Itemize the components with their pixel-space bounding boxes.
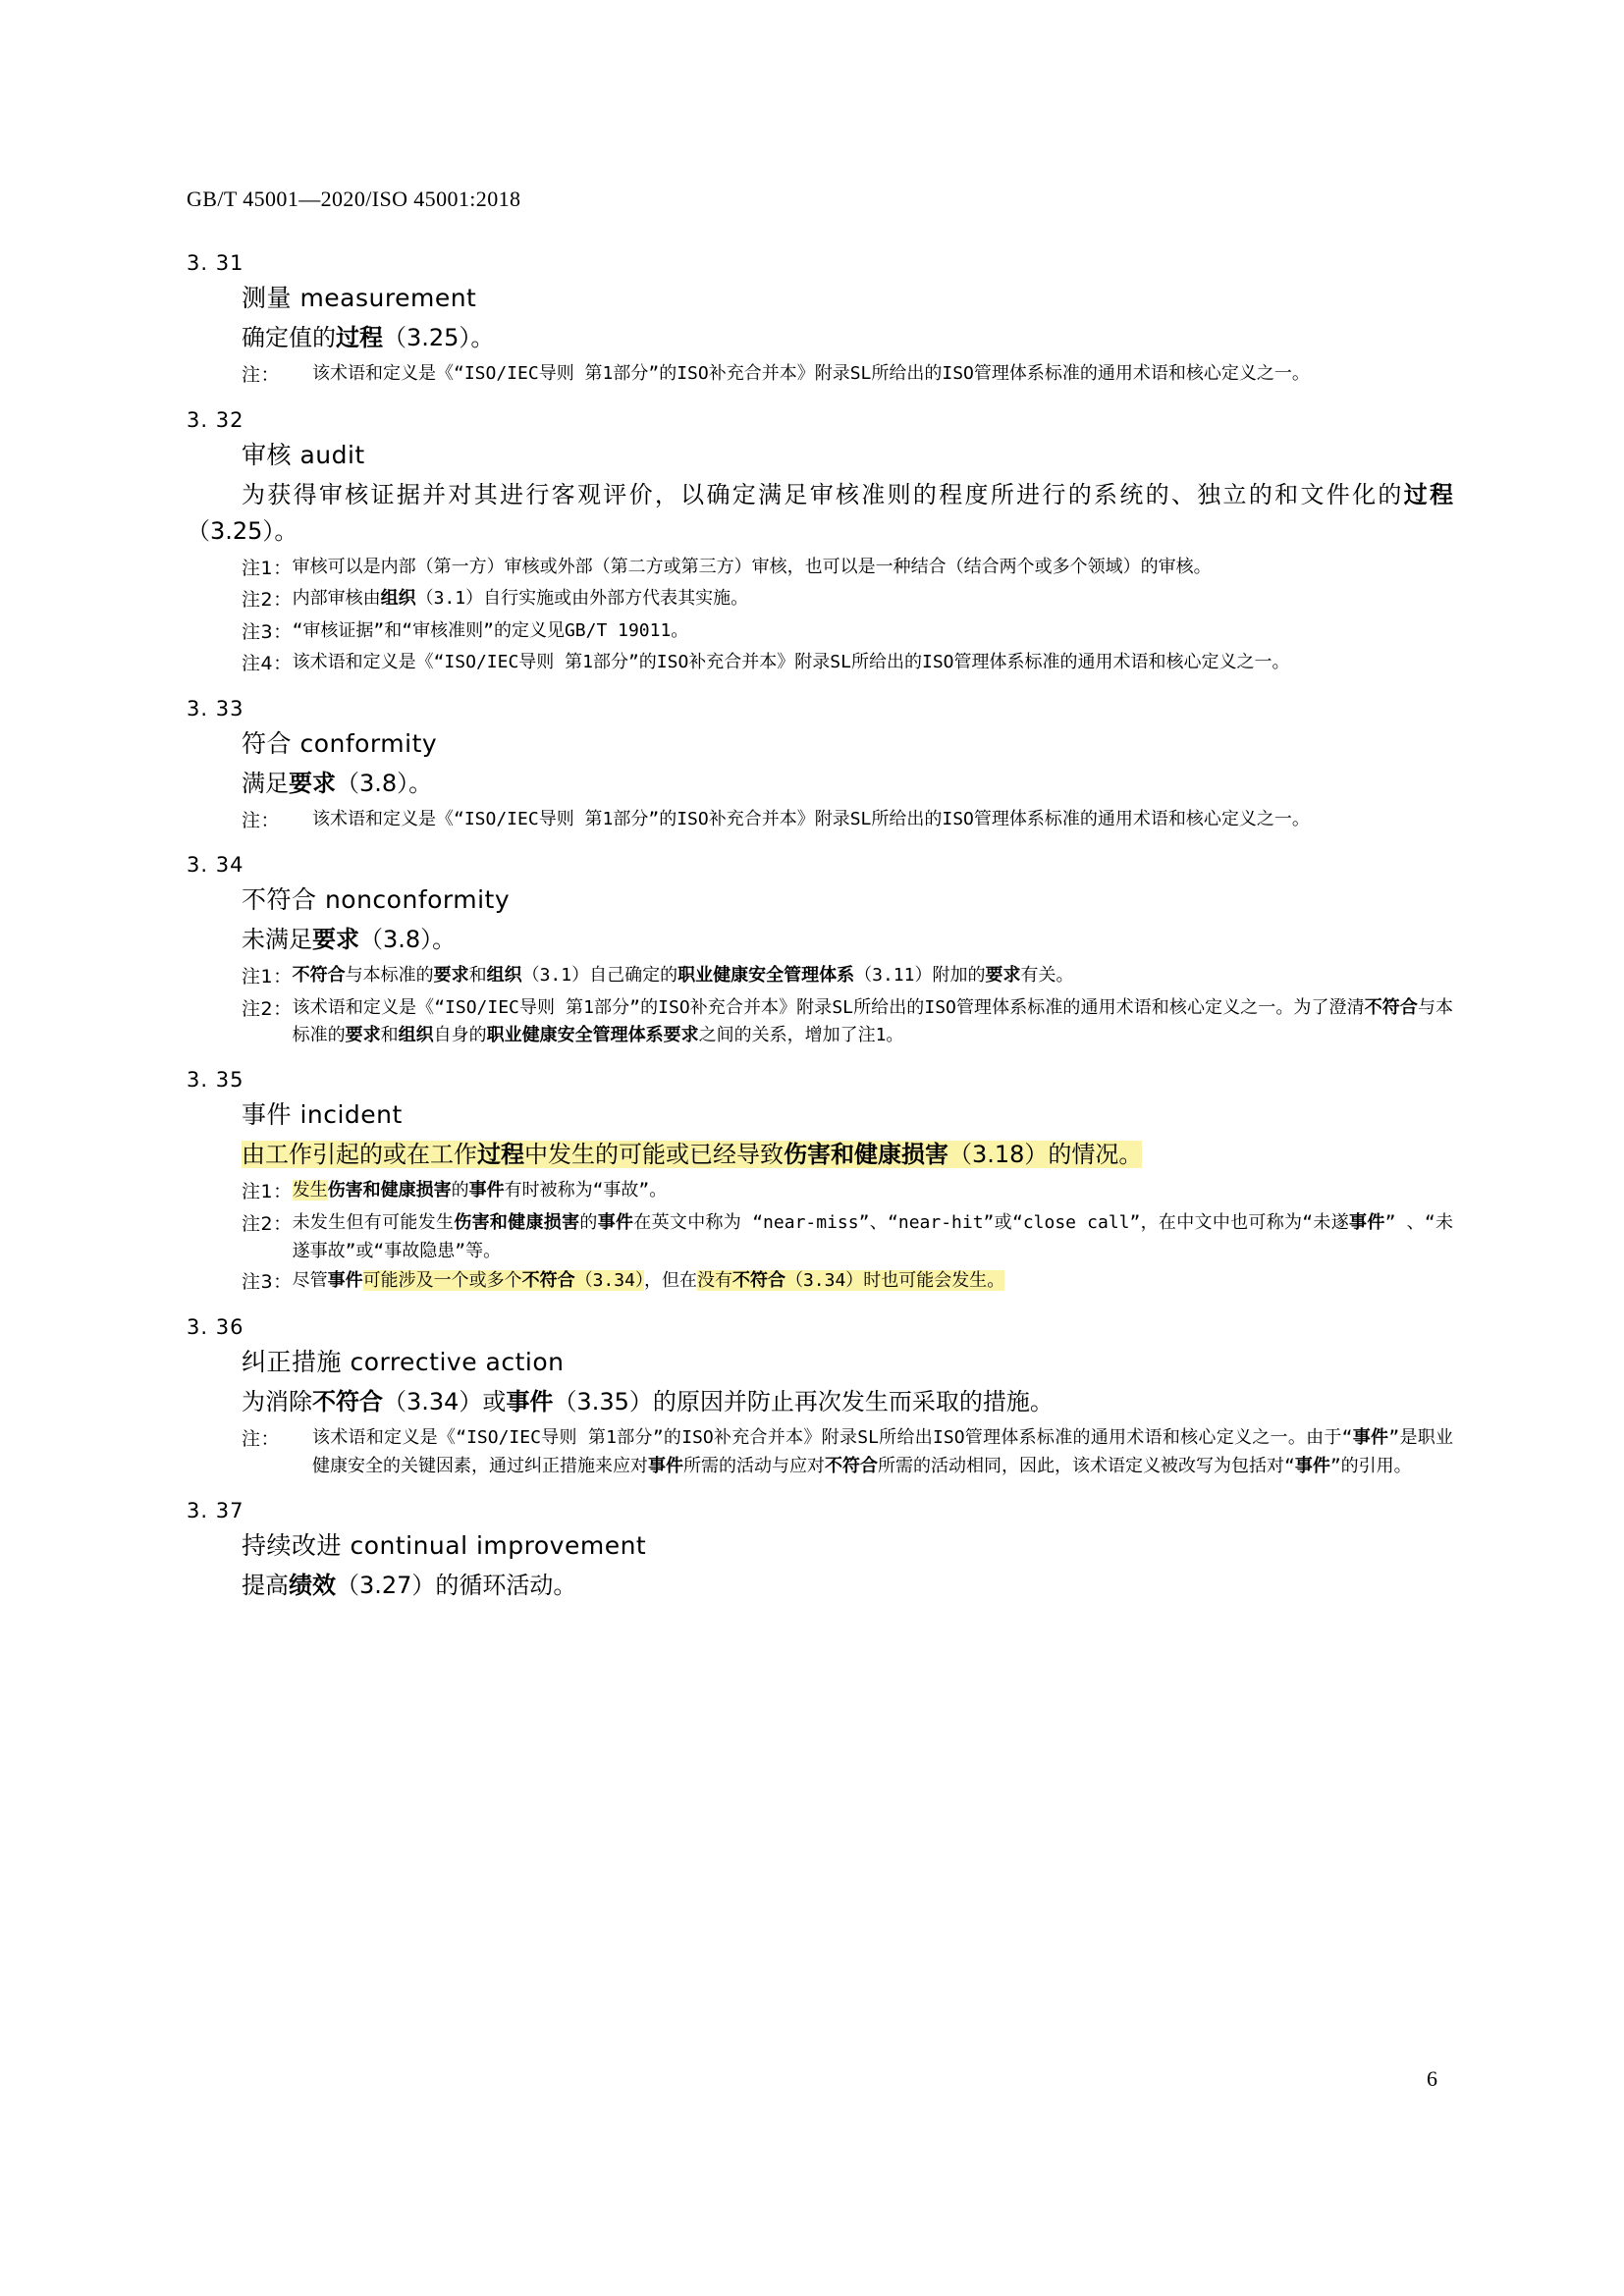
note-item	[242, 360, 1453, 390]
note-item	[242, 1267, 1453, 1297]
note-label: 注2：	[242, 589, 293, 612]
term-title: 审核 audit	[242, 440, 365, 469]
note-item	[242, 806, 1453, 835]
note-label: 注：	[242, 364, 281, 387]
note-label: 注3：	[242, 1271, 293, 1294]
clause-number: 3. 32	[187, 407, 244, 432]
note-body: 尽管事件可能涉及一个或多个不符合（3.34），但在没有不符合（3.34）时也可能会发生。	[292, 1270, 1005, 1292]
note-body: 未发生但有可能发生伤害和健康损害的事件在英文中称为 “near-miss”、“near-hit”或“close call”，在中文中也可称为“未遂事件” 、“未遂事故”或“事故隐患”等。	[292, 1211, 1454, 1261]
term-entry-3-35	[187, 1068, 1453, 1298]
page-content	[187, 187, 1453, 1608]
term-title: 事件 incident	[242, 1100, 403, 1130]
note-item	[242, 585, 1453, 614]
note-label: 注：	[242, 809, 281, 831]
note-label: 注1：	[242, 966, 293, 988]
clause-number: 3. 35	[187, 1068, 244, 1093]
term-entry-3-33	[187, 697, 1453, 836]
clause-number: 3. 36	[187, 1314, 244, 1339]
term-title: 不符合 nonconformity	[242, 885, 511, 915]
note-body: 该术语和定义是《“ISO/IEC导则 第1部分”的ISO补充合并本》附录SL所给出的ISO管理体系标准的通用术语和核心定义之一。	[312, 363, 1310, 385]
term-entry-3-36	[187, 1315, 1453, 1481]
document-header: GB/T 45001—2020/ISO 45001:2018	[187, 187, 521, 211]
note-item	[242, 994, 1453, 1051]
term-title: 持续改进 continual improvement	[242, 1530, 647, 1560]
term-title: 纠正措施 corrective action	[242, 1347, 565, 1376]
term-entry-3-32	[187, 408, 1453, 679]
term-title: 测量 measurement	[242, 284, 477, 312]
note-list	[242, 806, 1453, 835]
note-item	[242, 554, 1453, 583]
note-item	[242, 649, 1453, 678]
note-list	[242, 360, 1453, 390]
highlighted-text: 由工作引起的或在工作过程中发生的可能或已经导致伤害和健康损害（3.18）的情况。	[242, 1141, 1143, 1169]
note-body: 发生伤害和健康损害的事件有时被称为“事故”。	[292, 1180, 668, 1201]
term-entry-3-37	[187, 1499, 1453, 1604]
note-list	[242, 1424, 1453, 1481]
note-label: 注3：	[242, 620, 293, 643]
note-item	[242, 1209, 1453, 1266]
note-list	[242, 1177, 1453, 1297]
note-label: 注1：	[242, 1181, 293, 1203]
note-label: 注2：	[242, 1212, 293, 1235]
term-definition	[242, 1137, 1453, 1173]
note-item	[242, 1424, 1453, 1481]
term-definition: 为消除不符合（3.34）或事件（3.35）的原因并防止再次发生而采取的措施。	[242, 1387, 1054, 1415]
note-item	[242, 962, 1453, 991]
clause-number: 3. 37	[187, 1498, 244, 1522]
term-definition: 提高绩效（3.27）的循环活动。	[242, 1571, 577, 1599]
note-body: 内部审核由组织（3.1）自行实施或由外部方代表其实施。	[292, 588, 749, 610]
note-label: 注：	[242, 1428, 281, 1451]
term-title: 符合 conformity	[242, 728, 438, 758]
term-entry-3-31	[187, 251, 1453, 391]
note-body: 审核可以是内部（第一方）审核或外部（第二方或第三方）审核，也可以是一种结合（结合两个或多个领域）的审核。	[292, 556, 1212, 577]
page-number: 6	[1427, 2066, 1437, 2091]
term-definition: 确定值的过程（3.25）。	[242, 324, 495, 351]
clause-number: 3. 34	[187, 853, 244, 878]
term-definition: 为获得审核证据并对其进行客观评价，以确定满足审核准则的程度所进行的系统的、独立的和文件化的过程（3.25）。	[187, 480, 1454, 545]
note-label: 注2：	[242, 997, 293, 1020]
note-item	[242, 617, 1453, 647]
term-entry-3-34	[187, 853, 1453, 1050]
note-list	[242, 962, 1453, 1050]
note-item	[242, 1177, 1453, 1206]
note-label: 注1：	[242, 557, 293, 579]
note-body: 不符合与本标准的要求和组织（3.1）自己确定的职业健康安全管理体系（3.11）附加的要求有关。	[292, 965, 1074, 987]
note-body: 该术语和定义是《“ISO/IEC导则 第1部分”的ISO补充合并本》附录SL所给出ISO管理体系标准的通用术语和核心定义之一。由于“事件”是职业健康安全的关键因素，通过纠正措施来应对事件所需的活动与应对不符合所需的活动相同，因此，该术语定义被改写为包括对“事件”的引用。	[312, 1427, 1454, 1476]
clause-number: 3. 33	[187, 696, 244, 721]
term-definition: 未满足要求（3.8）。	[242, 926, 457, 954]
note-body: 该术语和定义是《“ISO/IEC导则 第1部分”的ISO补充合并本》附录SL所给出的ISO管理体系标准的通用术语和核心定义之一。为了澄清不符合与本标准的要求和组织自身的职业健康安全管理体系要求之间的关系，增加了注1。	[292, 996, 1454, 1046]
clause-number: 3. 31	[187, 251, 244, 275]
note-body: 该术语和定义是《“ISO/IEC导则 第1部分”的ISO补充合并本》附录SL所给出的ISO管理体系标准的通用术语和核心定义之一。	[292, 652, 1290, 673]
note-label: 注4：	[242, 653, 293, 675]
note-body: 该术语和定义是《“ISO/IEC导则 第1部分”的ISO补充合并本》附录SL所给出的ISO管理体系标准的通用术语和核心定义之一。	[312, 808, 1310, 829]
note-list	[242, 554, 1453, 679]
term-definition: 满足要求（3.8）。	[242, 769, 433, 797]
note-body: “审核证据”和“审核准则”的定义见GB/T 19011。	[292, 619, 689, 641]
